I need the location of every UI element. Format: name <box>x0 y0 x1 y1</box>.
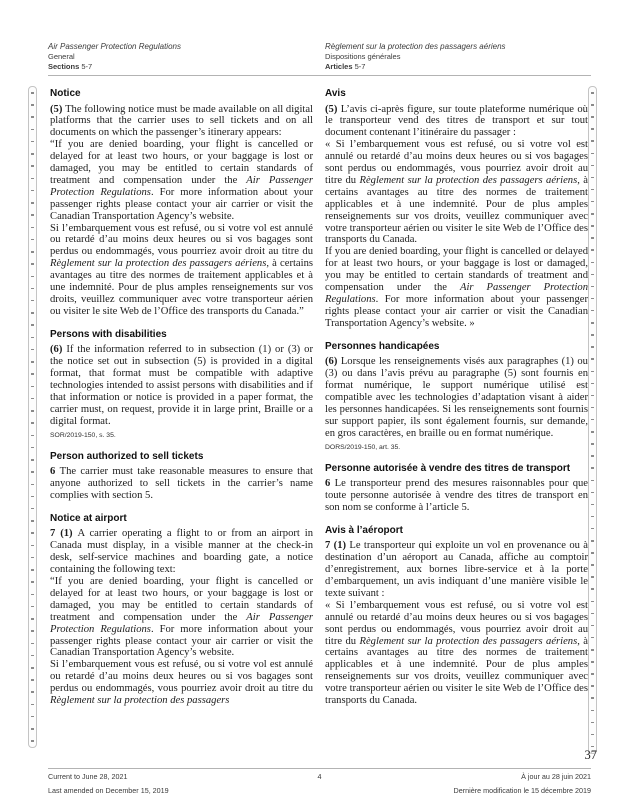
paragraph <box>325 104 588 140</box>
text-run: Si l’embarquement vous est refusé, ou si votre vol est annulé ou retardé d’au moins deux heures ou si vos bagages sont perdus ou endommagés, vous pourriez avoir droit au titre du <box>50 659 313 695</box>
change-tick <box>591 310 594 312</box>
text-run: (6) <box>325 356 341 368</box>
change-tick <box>591 588 594 590</box>
footer-a-jour: À jour au 28 juin 2021 <box>521 772 591 781</box>
change-tick <box>31 165 34 167</box>
section-heading: Persons with disabilities <box>50 328 167 340</box>
change-tick <box>591 383 594 385</box>
footer-current-to: Current to June 28, 2021 <box>48 772 128 781</box>
change-tick <box>31 532 34 534</box>
change-tick <box>591 722 594 724</box>
change-tick <box>31 471 34 473</box>
change-tick <box>591 165 594 167</box>
change-tick <box>591 540 594 542</box>
change-tick <box>591 625 594 627</box>
header-sections-range-en: 5-7 <box>79 62 93 71</box>
change-tick <box>31 606 34 608</box>
paragraph <box>50 344 313 427</box>
text-run: The carrier must take reasonable measures to ensure that anyone authorized to sell tickets in the carrier’s name complies with section 5. <box>50 466 313 501</box>
page-number-small: 4 <box>317 772 322 781</box>
text-run: 6 <box>50 466 60 478</box>
paragraph <box>50 659 313 707</box>
change-tick <box>591 92 594 94</box>
change-tick <box>591 395 594 397</box>
text-run: Lorsque les renseignements visés aux paragraphes (1) ou (3) ou dans l’avis prévu au paragraphe (5) sont fournis en format numérique, le support numérique utilisé est compatible avec les technologies d’adaptation visant à aider les personnes handicapées. Si les renseignements sont fournis sur support papier, ils sont également fournis, sur demande, en gros caractères, en braille ou en format numérique. <box>325 356 588 439</box>
change-tick <box>591 685 594 687</box>
change-tick <box>31 447 34 449</box>
paragraph <box>50 223 313 318</box>
change-tick <box>591 492 594 494</box>
header-french <box>325 42 506 72</box>
change-tick <box>31 276 34 278</box>
paragraph <box>325 478 588 514</box>
section-heading: Notice at airport <box>50 512 127 524</box>
text-run: Règlement sur la protection des passagers aériens <box>359 174 578 186</box>
change-tick <box>591 274 594 276</box>
change-tick <box>591 298 594 300</box>
change-tick <box>31 337 34 339</box>
change-tick <box>591 552 594 554</box>
paragraph <box>50 576 313 659</box>
column-english <box>50 88 313 707</box>
change-tick <box>31 545 34 547</box>
change-tick <box>591 371 594 373</box>
text-run: (5) <box>325 103 341 115</box>
change-tick <box>591 237 594 239</box>
header-title-en: Air Passenger Protection Regulations <box>48 42 181 51</box>
change-bar-right <box>588 86 597 754</box>
change-tick <box>591 697 594 699</box>
change-tick <box>591 358 594 360</box>
change-tick <box>591 710 594 712</box>
change-tick <box>591 262 594 264</box>
change-tick <box>31 190 34 192</box>
paragraph <box>50 466 313 502</box>
text-run: , à certains avantages au titre des normes de traitement applicables et à une indemnité. Pour de plus amples renseignements sur vos droits, veuillez communiquer avec votre transporteur aérien ou visiter le site Web de l’Office des transports du Canada.” <box>50 258 313 317</box>
text-run: 7 (1) <box>325 540 350 552</box>
footer-divider <box>48 768 591 769</box>
text-run: L’avis ci-après figure, sur toute plateforme numérique où le transporteur vend des titres de transport et sur tout document contenant l’itinéraire du passager : <box>325 103 588 139</box>
change-tick <box>591 613 594 615</box>
header-subtitle-fr: Dispositions générales <box>325 52 401 61</box>
text-run: Le transporteur prend des mesures raisonnables pour que toute personne autorisée à vendre des titres de transport en son nom se conforme à l’article 5. <box>325 478 588 513</box>
change-tick <box>31 422 34 424</box>
paragraph <box>50 528 313 576</box>
change-tick <box>31 594 34 596</box>
change-tick <box>591 637 594 639</box>
header-subtitle-en: General <box>48 52 75 61</box>
change-tick <box>31 728 34 730</box>
text-run: Règlement sur la protection des passagers <box>50 695 230 707</box>
change-tick <box>591 346 594 348</box>
column-french <box>325 88 588 707</box>
change-tick <box>591 286 594 288</box>
change-tick <box>591 661 594 663</box>
paragraph <box>50 104 313 140</box>
section-heading: Personnes handicapées <box>325 340 440 352</box>
header-sections-en <box>48 62 181 72</box>
paragraph <box>325 356 588 439</box>
change-tick <box>31 435 34 437</box>
change-tick <box>31 410 34 412</box>
text-run: Règlement sur la protection des passagers aériens <box>359 635 578 647</box>
change-tick <box>31 116 34 118</box>
change-tick <box>31 312 34 314</box>
change-tick <box>31 251 34 253</box>
header-sections-label-fr: Articles <box>325 62 353 71</box>
paragraph <box>325 600 588 707</box>
change-tick <box>31 153 34 155</box>
change-tick <box>31 704 34 706</box>
change-tick <box>591 140 594 142</box>
change-tick <box>31 520 34 522</box>
change-tick <box>31 178 34 180</box>
text-run: 7 (1) <box>50 528 78 540</box>
change-tick <box>31 300 34 302</box>
section-heading: Notice <box>50 88 81 99</box>
change-tick <box>31 508 34 510</box>
change-tick <box>31 618 34 620</box>
change-tick <box>591 225 594 227</box>
text-run: “If you are denied boarding, your flight is cancelled or delayed for at least two hours, or your baggage is lost or damaged, you may be entitled to certain standards of treatment and compensation under the <box>50 576 313 623</box>
change-tick <box>31 92 34 94</box>
change-tick <box>31 141 34 143</box>
text-run: . For more information about your passenger rights please contact your air carrier or visit the Canadian Transportation Agency’s website. <box>50 186 313 222</box>
footer-derniere-modification: Dernière modification le 15 décembre 2019 <box>453 786 591 795</box>
change-tick <box>591 564 594 566</box>
change-tick <box>591 116 594 118</box>
change-tick <box>591 104 594 106</box>
amendment-note: DORS/2019-150, art. 35. <box>325 443 401 451</box>
header-sections-range-fr: 5-7 <box>352 62 366 71</box>
text-run: , à certains avantages au titre des normes de traitement applicables et à une indemnité. Pour de plus amples renseignements sur vos droits, veuillez communiquer avec votre transporteur aérien ou visiter le site Web de l’Office des transports du Canada. <box>325 174 588 246</box>
header-title-fr: Règlement sur la protection des passagers aériens <box>325 42 506 51</box>
change-tick <box>31 202 34 204</box>
amendment-note: SOR/2019-150, s. 35. <box>50 431 116 439</box>
change-bar-left <box>28 86 37 748</box>
change-tick <box>591 128 594 130</box>
change-tick <box>31 667 34 669</box>
paragraph <box>325 540 588 600</box>
change-tick <box>31 129 34 131</box>
change-tick <box>591 213 594 215</box>
text-run: (6) <box>50 344 67 356</box>
text-run: , à certains avantages au titre des normes de traitement applicables et à une indemnité. Pour de plus amples renseignements sur vos droits, veuillez communiquer avec votre transporteur aérien ou visiter le site Web de l’Office des transports du Canada. <box>325 635 588 707</box>
change-tick <box>31 288 34 290</box>
change-tick <box>31 373 34 375</box>
change-tick <box>31 361 34 363</box>
header-sections-label-en: Sections <box>48 62 80 71</box>
change-tick <box>31 239 34 241</box>
change-tick <box>591 455 594 457</box>
change-tick <box>31 655 34 657</box>
change-tick <box>31 459 34 461</box>
change-tick <box>31 104 34 106</box>
footer-last-amended: Last amended on December 15, 2019 <box>48 786 169 795</box>
change-tick <box>591 201 594 203</box>
change-tick <box>31 630 34 632</box>
change-tick <box>591 334 594 336</box>
section-heading: Avis à l’aéroport <box>325 524 403 536</box>
section-heading: Personne autorisée à vendre des titres de transport <box>325 462 571 474</box>
text-run: If the information referred to in subsection (1) or (3) or the notice set out in subsection (5) is provided in a digital format, that format must be compatible with adaptive technologies intended to assist persons with disabilities and if that information or notice is provided in a paper format, the carrier must, on request, provide it in large print, Braille or a digital format. <box>50 344 313 427</box>
change-tick <box>591 649 594 651</box>
text-run: 6 <box>325 478 335 490</box>
change-tick <box>31 484 34 486</box>
text-run: “If you are denied boarding, your flight is cancelled or delayed for at least two hours, or your baggage is lost or damaged, you may be entitled to certain standards of treatment and compensation under the <box>50 139 313 186</box>
text-run: Air Passenger Protection Regulations <box>50 611 313 635</box>
paragraph <box>325 139 588 246</box>
change-tick <box>591 322 594 324</box>
change-tick <box>591 673 594 675</box>
change-tick <box>31 643 34 645</box>
text-run: « Si l’embarquement vous est refusé, ou si votre vol est annulé ou retardé d’au moins deux heures ou si vos bagages sont perdus ou endommagés, vous pourriez avoir droit au titre du <box>325 139 588 186</box>
change-tick <box>591 249 594 251</box>
section-heading: Person authorized to sell tickets <box>50 450 204 462</box>
change-tick <box>591 189 594 191</box>
header-english <box>48 42 181 72</box>
change-tick <box>591 576 594 578</box>
change-tick <box>31 557 34 559</box>
change-tick <box>591 467 594 469</box>
text-run: Air Passenger Protection Regulations <box>50 174 313 198</box>
change-tick <box>591 516 594 518</box>
header-divider <box>48 75 591 76</box>
page-number-large: 37 <box>584 748 597 762</box>
change-tick <box>31 679 34 681</box>
change-tick <box>591 443 594 445</box>
change-tick <box>591 504 594 506</box>
text-run: . For more information about your passenger rights please contact your air carrier or visit the Canadian Transportation Agency’s website. » <box>325 294 588 329</box>
paragraph <box>325 246 588 329</box>
change-tick <box>31 214 34 216</box>
text-run: « Si l’embarquement vous est refusé, ou si votre vol est annulé ou retardé d’au moins deux heures ou si vos bagages sont perdus ou endommagés, vous pourriez avoir droit au titre du <box>325 599 588 647</box>
text-run: Air Passenger Protection Regulations <box>325 282 588 305</box>
text-run: Si l’embarquement vous est refusé, ou si votre vol est annulé ou retardé d’au moins deux heures ou si vos bagages sont perdus ou endommagés, vous pourriez avoir droit au titre du <box>50 222 313 258</box>
change-tick <box>591 480 594 482</box>
header-sections-fr <box>325 62 506 72</box>
change-tick <box>31 398 34 400</box>
paragraph <box>50 139 313 222</box>
change-tick <box>591 431 594 433</box>
text-run: If you are denied boarding, your flight is cancelled or delayed for at least two hours, or your baggage is lost or damaged, you may be entitled to certain standards of treatment and compensation under the <box>325 246 588 294</box>
change-tick <box>591 528 594 530</box>
text-run: Règlement sur la protection des passagers aériens <box>50 258 267 270</box>
change-tick <box>591 407 594 409</box>
change-tick <box>31 496 34 498</box>
change-tick <box>591 177 594 179</box>
change-tick <box>31 716 34 718</box>
change-tick <box>591 153 594 155</box>
text-run: (5) <box>50 103 66 115</box>
section-heading: Avis <box>325 88 346 99</box>
change-tick <box>31 263 34 265</box>
change-tick <box>31 740 34 742</box>
text-run: Le transporteur qui exploite un vol en provenance ou à destination d’un aéroport au Canada, affiche au comptoir d’enregistrement, aux bornes libre-service et à la porte d’embarquement, un avis indiquant d’une manière visible le texte suivant : <box>325 540 588 599</box>
text-run: A carrier operating a flight to or from an airport in Canada must display, in a visible manner at the check-in desk, self-service machines and boarding gate, a notice containing the following text: <box>50 528 313 576</box>
change-tick <box>31 349 34 351</box>
text-run: The following notice must be made available on all digital platforms that the carrier uses to sell tickets and on all documents on which the passenger’s itinerary appears: <box>50 103 313 139</box>
change-tick <box>591 734 594 736</box>
change-tick <box>31 227 34 229</box>
change-tick <box>31 691 34 693</box>
change-tick <box>591 601 594 603</box>
change-tick <box>591 419 594 421</box>
change-tick <box>31 386 34 388</box>
text-run: . For more information about your passenger rights please contact your air carrier or visit the Canadian Transportation Agency’s website. <box>50 623 313 659</box>
change-tick <box>31 581 34 583</box>
change-tick <box>31 324 34 326</box>
change-tick <box>31 569 34 571</box>
